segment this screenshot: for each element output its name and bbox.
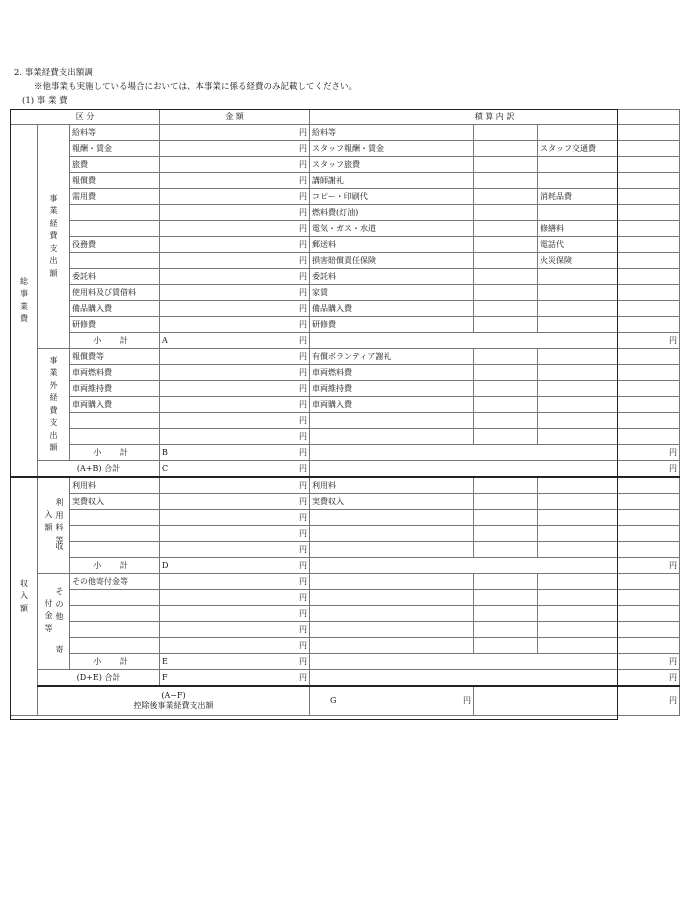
table-row: [11, 141, 680, 157]
letter-amount-cell: G 円: [310, 686, 474, 716]
table-row: [11, 253, 680, 269]
amount-cell: 円: [160, 381, 310, 397]
detail-cell: [538, 157, 618, 173]
detail-blank: [474, 157, 538, 173]
item-label: [70, 542, 160, 558]
detail-blank: [538, 381, 618, 397]
amount-cell: 円: [160, 365, 310, 381]
header-row: [11, 110, 680, 125]
detail-cell: [538, 285, 618, 301]
detail-blank: [474, 574, 538, 590]
detail-cell: [538, 125, 618, 141]
detail-blank: [618, 125, 680, 141]
vertical-label: 利用料等: [55, 498, 64, 545]
detail-cell: 車両購入費: [310, 397, 474, 413]
detail-cell: 電気・ガス・水道: [310, 221, 474, 237]
amount-cell: 円: [160, 141, 310, 157]
detail-blank: [618, 381, 680, 397]
item-label: 車両購入費: [70, 397, 160, 413]
detail-blank: [538, 365, 618, 381]
item-label: [70, 205, 160, 221]
detail-cell: 研修費: [310, 317, 474, 333]
total-group-label: [11, 125, 38, 478]
detail-blank: [618, 141, 680, 157]
final-row: [11, 686, 680, 716]
item-label: 報償費等: [70, 349, 160, 365]
detail-cell: [310, 574, 474, 590]
detail-blank: [474, 413, 538, 429]
detail-blank: [474, 606, 538, 622]
detail-blank: [538, 413, 618, 429]
table-row: [11, 237, 680, 253]
table-row: [11, 590, 680, 606]
detail-blank: [474, 622, 538, 638]
detail-blank: [474, 510, 538, 526]
detail-cell: [538, 301, 618, 317]
detail-blank: [618, 157, 680, 173]
detail-blank: [538, 494, 618, 510]
item-label: [70, 253, 160, 269]
detail-blank: [618, 285, 680, 301]
detail-blank: [618, 542, 680, 558]
detail-cell: [310, 542, 474, 558]
table-row: [11, 638, 680, 654]
vertical-label: 収入額: [20, 578, 28, 613]
detail-blank: [618, 510, 680, 526]
amount-cell: 円: [160, 606, 310, 622]
table-row: [11, 574, 680, 590]
item-label: 給料等: [70, 125, 160, 141]
item-label: [70, 622, 160, 638]
table-row: [11, 365, 680, 381]
detail-blank: [618, 494, 680, 510]
letter-amount-cell: B 円: [160, 445, 310, 461]
detail-cell: 火災保険: [538, 253, 618, 269]
detail-cell: 燃料費(灯油): [310, 205, 474, 221]
detail-blank: [538, 622, 618, 638]
final-label: [38, 686, 310, 716]
detail-cell: [310, 526, 474, 542]
detail-blank: [474, 381, 538, 397]
subtotal-label: 小 計: [70, 333, 160, 349]
total-row: [11, 461, 680, 478]
detail-blank: [474, 365, 538, 381]
jigyogai-group-label: [38, 349, 70, 461]
detail-cell: 車両維持費: [310, 381, 474, 397]
table-row: [11, 157, 680, 173]
section-heading: 2. 事業経費支出額調: [14, 68, 93, 78]
letter-amount-cell: C 円: [160, 461, 310, 478]
detail-blank: [474, 397, 538, 413]
amount-cell: 円: [160, 221, 310, 237]
detail-blank: [538, 429, 618, 445]
detail-blank: [618, 205, 680, 221]
detail-blank: [618, 221, 680, 237]
vertical-label: 事業経費支出額: [49, 193, 58, 278]
table-row: [11, 189, 680, 205]
detail-blank: [618, 237, 680, 253]
item-label: 車両維持費: [70, 381, 160, 397]
detail-blank: [474, 638, 538, 654]
item-label: [70, 510, 160, 526]
detail-blank: [618, 526, 680, 542]
detail-blank: [618, 397, 680, 413]
vertical-label: 付金等: [44, 598, 53, 633]
detail-cell: 給料等: [310, 125, 474, 141]
detail-blank: [474, 526, 538, 542]
table-row: [11, 542, 680, 558]
vertical-label: その他: [55, 587, 64, 622]
detail-blank: [618, 301, 680, 317]
amount-cell: 円: [160, 317, 310, 333]
subtotal-row: [11, 445, 680, 461]
detail-cell: [310, 622, 474, 638]
detail-cell: 郵送料: [310, 237, 474, 253]
letter-amount-cell: D 円: [160, 558, 310, 574]
detail-blank: [474, 269, 538, 285]
item-label: 報酬・賃金: [70, 141, 160, 157]
detail-blank: [618, 606, 680, 622]
letter-amount-cell: E 円: [160, 654, 310, 670]
jigyo-group-label: [38, 125, 70, 349]
letter-amount-cell: A 円: [160, 333, 310, 349]
table-row: [11, 526, 680, 542]
detail-blank: [474, 125, 538, 141]
amount-cell: 円: [310, 461, 680, 478]
amount-cell: 円: [160, 542, 310, 558]
amount-cell: 円: [160, 590, 310, 606]
subtotal-label: 小 計: [70, 445, 160, 461]
yen-unit: 円: [299, 656, 308, 666]
detail-blank: [474, 494, 538, 510]
detail-blank: [538, 397, 618, 413]
detail-blank: [474, 253, 538, 269]
detail-cell: 講師謝礼: [310, 173, 474, 189]
yen-unit: 円: [299, 447, 308, 457]
detail-blank: [538, 477, 618, 494]
detail-cell: 電話代: [538, 237, 618, 253]
item-label: [70, 638, 160, 654]
detail-blank: [618, 349, 680, 365]
table-row: [11, 285, 680, 301]
header-kubun: 区 分: [11, 110, 160, 125]
vertical-label: 総事業費: [20, 276, 28, 323]
detail-cell: 利用料: [310, 477, 474, 494]
vertical-label: 事業外経費支出額: [49, 355, 58, 452]
detail-blank: [474, 205, 538, 221]
detail-blank: [618, 429, 680, 445]
detail-blank: [538, 574, 618, 590]
detail-blank: [474, 189, 538, 205]
detail-cell: [310, 429, 474, 445]
detail-blank: [474, 237, 538, 253]
detail-cell: [310, 413, 474, 429]
amount-cell: 円: [474, 686, 680, 716]
yen-unit: 円: [299, 672, 308, 682]
yen-unit: 円: [299, 560, 308, 570]
subtotal-row: [11, 654, 680, 670]
item-label: 委託料: [70, 269, 160, 285]
section-note: ※他事業も実施している場合においては、本事業に係る経費のみ記載してください。: [34, 82, 358, 92]
detail-blank: [618, 269, 680, 285]
table-row: [11, 606, 680, 622]
table-row: [11, 221, 680, 237]
table-row: [11, 125, 680, 141]
detail-blank: [474, 590, 538, 606]
amount-cell: 円: [310, 558, 680, 574]
amount-cell: 円: [310, 333, 680, 349]
item-label: 使用料及び賃借料: [70, 285, 160, 301]
detail-blank: [474, 542, 538, 558]
amount-cell: 円: [160, 429, 310, 445]
amount-cell: 円: [310, 670, 680, 687]
detail-blank: [538, 590, 618, 606]
amount-cell: 円: [160, 173, 310, 189]
detail-cell: [538, 205, 618, 221]
item-label: 役務費: [70, 237, 160, 253]
detail-cell: [538, 317, 618, 333]
detail-cell: [310, 590, 474, 606]
header-kingaku: 金 額: [160, 110, 310, 125]
item-label: [70, 590, 160, 606]
table-row: [11, 381, 680, 397]
table-row: [11, 397, 680, 413]
detail-blank: [618, 173, 680, 189]
amount-cell: 円: [160, 253, 310, 269]
detail-cell: [310, 638, 474, 654]
detail-cell: コピー・印刷代: [310, 189, 474, 205]
detail-blank: [538, 526, 618, 542]
detail-blank: [538, 606, 618, 622]
detail-cell: 修繕料: [538, 221, 618, 237]
amount-cell: 円: [310, 445, 680, 461]
sum-ab-label: (A+B) 合計: [38, 461, 160, 478]
detail-blank: [618, 590, 680, 606]
detail-cell: 実費収入: [310, 494, 474, 510]
item-label: その他寄付金等: [70, 574, 160, 590]
item-label: 車両燃料費: [70, 365, 160, 381]
amount-cell: 円: [310, 654, 680, 670]
amount-cell: 円: [160, 157, 310, 173]
table-row: [11, 205, 680, 221]
detail-blank: [474, 429, 538, 445]
vertical-label: 寄: [55, 645, 64, 655]
detail-blank: [538, 349, 618, 365]
table-row: [11, 301, 680, 317]
table-row: [11, 317, 680, 333]
table-row: [11, 173, 680, 189]
sub-heading: (1) 事 業 費: [22, 96, 68, 106]
detail-blank: [538, 510, 618, 526]
table-row: [11, 429, 680, 445]
amount-cell: 円: [160, 301, 310, 317]
detail-cell: 委託料: [310, 269, 474, 285]
table-row: [11, 349, 680, 365]
detail-blank: [474, 349, 538, 365]
detail-cell: [538, 173, 618, 189]
table-row: [11, 477, 680, 494]
amount-cell: 円: [160, 397, 310, 413]
amount-cell: 円: [160, 189, 310, 205]
subtotal-row: [11, 558, 680, 574]
amount-cell: 円: [160, 510, 310, 526]
final-title: 控除後事業経費支出額: [133, 701, 214, 710]
item-label: 旅費: [70, 157, 160, 173]
item-label: 報償費: [70, 173, 160, 189]
item-label: [70, 606, 160, 622]
detail-blank: [618, 638, 680, 654]
detail-blank: [474, 317, 538, 333]
subtotal-label: 小 計: [70, 558, 160, 574]
item-label: 需用費: [70, 189, 160, 205]
detail-blank: [618, 574, 680, 590]
amount-cell: 円: [160, 477, 310, 494]
amount-cell: 円: [160, 526, 310, 542]
amount-cell: 円: [160, 269, 310, 285]
table-row: [11, 622, 680, 638]
detail-cell: 家賃: [310, 285, 474, 301]
detail-blank: [618, 622, 680, 638]
detail-blank: [538, 542, 618, 558]
detail-blank: [618, 253, 680, 269]
amount-cell: 円: [160, 413, 310, 429]
item-label: [70, 429, 160, 445]
item-label: 利用料: [70, 477, 160, 494]
detail-cell: 損害賠償責任保険: [310, 253, 474, 269]
detail-blank: [618, 365, 680, 381]
header-sekisan: 積 算 内 訳: [310, 110, 680, 125]
item-label: 実費収入: [70, 494, 160, 510]
vertical-label: 収: [55, 542, 64, 552]
expense-table: [10, 109, 680, 716]
table-row: [11, 494, 680, 510]
subtotal-row: [11, 333, 680, 349]
final-formula: (A−F): [161, 691, 186, 700]
amount-cell: 円: [160, 125, 310, 141]
amount-cell: 円: [160, 638, 310, 654]
detail-cell: [538, 269, 618, 285]
yen-unit: 円: [463, 696, 472, 705]
usage-group-label: [38, 477, 70, 574]
detail-cell: スタッフ旅費: [310, 157, 474, 173]
detail-cell: 消耗品費: [538, 189, 618, 205]
amount-cell: 円: [160, 349, 310, 365]
detail-blank: [474, 285, 538, 301]
amount-cell: 円: [160, 574, 310, 590]
item-label: [70, 413, 160, 429]
detail-blank: [474, 173, 538, 189]
detail-blank: [474, 301, 538, 317]
amount-cell: 円: [160, 237, 310, 253]
table-row: [11, 269, 680, 285]
amount-cell: 円: [160, 285, 310, 301]
detail-cell: [310, 606, 474, 622]
item-label: 研修費: [70, 317, 160, 333]
detail-blank: [618, 413, 680, 429]
item-label: [70, 221, 160, 237]
item-label: [70, 526, 160, 542]
detail-blank: [474, 221, 538, 237]
detail-blank: [474, 477, 538, 494]
detail-cell: 有償ボランティア謝礼: [310, 349, 474, 365]
yen-unit: 円: [299, 335, 308, 345]
amount-cell: 円: [160, 205, 310, 221]
item-label: 備品購入費: [70, 301, 160, 317]
subtotal-label: 小 計: [70, 654, 160, 670]
detail-cell: 車両燃料費: [310, 365, 474, 381]
amount-cell: 円: [160, 494, 310, 510]
yen-unit: 円: [299, 463, 308, 473]
other-group-label: [38, 574, 70, 670]
detail-cell: [310, 510, 474, 526]
detail-blank: [618, 317, 680, 333]
detail-cell: 備品購入費: [310, 301, 474, 317]
total-row: [11, 670, 680, 687]
sum-de-label: (D+E) 合計: [38, 670, 160, 687]
table-row: [11, 510, 680, 526]
table-row: [11, 413, 680, 429]
vertical-label: 入額: [44, 510, 53, 532]
letter-amount-cell: F 円: [160, 670, 310, 687]
detail-blank: [618, 477, 680, 494]
detail-blank: [538, 638, 618, 654]
amount-cell: 円: [160, 622, 310, 638]
detail-blank: [618, 189, 680, 205]
detail-blank: [474, 141, 538, 157]
detail-cell: スタッフ交通費: [538, 141, 618, 157]
detail-cell: スタッフ報酬・賃金: [310, 141, 474, 157]
